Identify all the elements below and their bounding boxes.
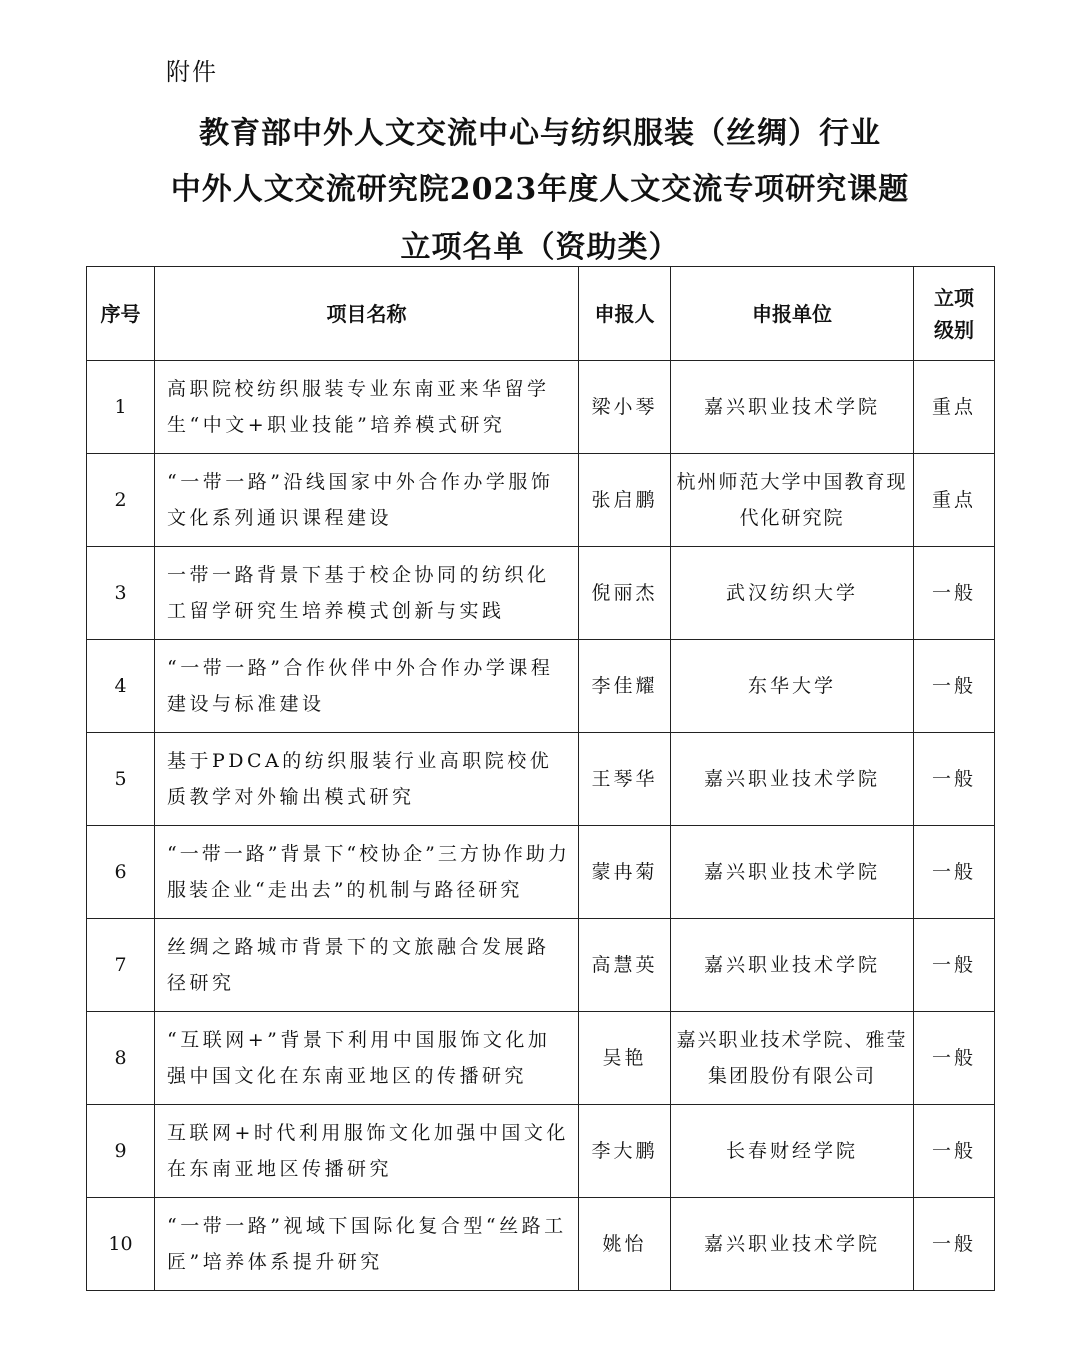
applicant-unit: 嘉兴职业技术学院、雅莹集团股份有限公司 [671, 1012, 914, 1105]
applicant-unit: 东华大学 [671, 640, 914, 733]
table-row [87, 919, 995, 1012]
row-number: 1 [87, 361, 155, 454]
table-row [87, 547, 995, 640]
row-number: 3 [87, 547, 155, 640]
project-name: “一带一路”合作伙伴中外合作办学课程建设与标准建设 [155, 640, 579, 733]
project-level: 一般 [914, 919, 995, 1012]
project-level: 重点 [914, 361, 995, 454]
title-line-3: 立项名单（资助类） [400, 230, 680, 265]
header-name: 项目名称 [155, 267, 579, 361]
applicant-unit: 嘉兴职业技术学院 [671, 826, 914, 919]
project-level: 一般 [914, 1198, 995, 1291]
applicant-unit: 嘉兴职业技术学院 [671, 919, 914, 1012]
project-name: 丝绸之路城市背景下的文旅融合发展路径研究 [155, 919, 579, 1012]
row-number: 7 [87, 919, 155, 1012]
title-line-1: 教育部中外人文交流中心与纺织服装（丝绸）行业 [199, 116, 881, 151]
header-no: 序号 [87, 267, 155, 361]
project-level: 一般 [914, 1105, 995, 1198]
applicant-unit: 武汉纺织大学 [671, 547, 914, 640]
project-name: “互联网+”背景下利用中国服饰文化加强中国文化在东南亚地区的传播研究 [155, 1012, 579, 1105]
project-level: 一般 [914, 547, 995, 640]
table-row [87, 826, 995, 919]
row-number: 5 [87, 733, 155, 826]
applicant: 蒙冉菊 [579, 826, 671, 919]
applicant: 吴艳 [579, 1012, 671, 1105]
table-row [87, 454, 995, 547]
applicant: 倪丽杰 [579, 547, 671, 640]
header-level: 立项 级别 [914, 267, 995, 361]
applicant: 高慧英 [579, 919, 671, 1012]
header-applicant: 申报人 [579, 267, 671, 361]
row-number: 6 [87, 826, 155, 919]
row-number: 2 [87, 454, 155, 547]
project-name: 一带一路背景下基于校企协同的纺织化工留学研究生培养模式创新与实践 [155, 547, 579, 640]
applicant-unit: 嘉兴职业技术学院 [671, 733, 914, 826]
applicant-unit: 嘉兴职业技术学院 [671, 361, 914, 454]
row-number: 4 [87, 640, 155, 733]
attachment-label: 附件 [166, 58, 218, 86]
project-name: 基于PDCA的纺织服装行业高职院校优质教学对外输出模式研究 [155, 733, 579, 826]
project-name: “一带一路”背景下“校协企”三方协作助力服装企业“走出去”的机制与路径研究 [155, 826, 579, 919]
table-row [87, 1105, 995, 1198]
applicant-unit: 嘉兴职业技术学院 [671, 1198, 914, 1291]
row-number: 9 [87, 1105, 155, 1198]
table-body [87, 361, 995, 1291]
project-level: 一般 [914, 826, 995, 919]
applicant: 王琴华 [579, 733, 671, 826]
applicant: 梁小琴 [579, 361, 671, 454]
project-name: “一带一路”沿线国家中外合作办学服饰文化系列通识课程建设 [155, 454, 579, 547]
project-table [86, 266, 995, 1291]
applicant: 李大鹏 [579, 1105, 671, 1198]
table-row [87, 1012, 995, 1105]
applicant: 张启鹏 [579, 454, 671, 547]
header-unit: 申报单位 [671, 267, 914, 361]
table-header-row [87, 267, 995, 361]
project-level: 一般 [914, 733, 995, 826]
project-level: 一般 [914, 1012, 995, 1105]
applicant: 姚怡 [579, 1198, 671, 1291]
project-level: 重点 [914, 454, 995, 547]
row-number: 10 [87, 1198, 155, 1291]
project-level: 一般 [914, 640, 995, 733]
applicant-unit: 长春财经学院 [671, 1105, 914, 1198]
project-name: “一带一路”视域下国际化复合型“丝路工匠”培养体系提升研究 [155, 1198, 579, 1291]
table-row [87, 361, 995, 454]
table-row [87, 640, 995, 733]
project-name: 高职院校纺织服装专业东南亚来华留学生“中文+职业技能”培养模式研究 [155, 361, 579, 454]
table-row [87, 733, 995, 826]
title-line-2: 中外人文交流研究院2023年度人文交流专项研究课题 [170, 172, 910, 207]
project-name: 互联网+时代利用服饰文化加强中国文化在东南亚地区传播研究 [155, 1105, 579, 1198]
row-number: 8 [87, 1012, 155, 1105]
table-row [87, 1198, 995, 1291]
applicant: 李佳耀 [579, 640, 671, 733]
applicant-unit: 杭州师范大学中国教育现代化研究院 [671, 454, 914, 547]
